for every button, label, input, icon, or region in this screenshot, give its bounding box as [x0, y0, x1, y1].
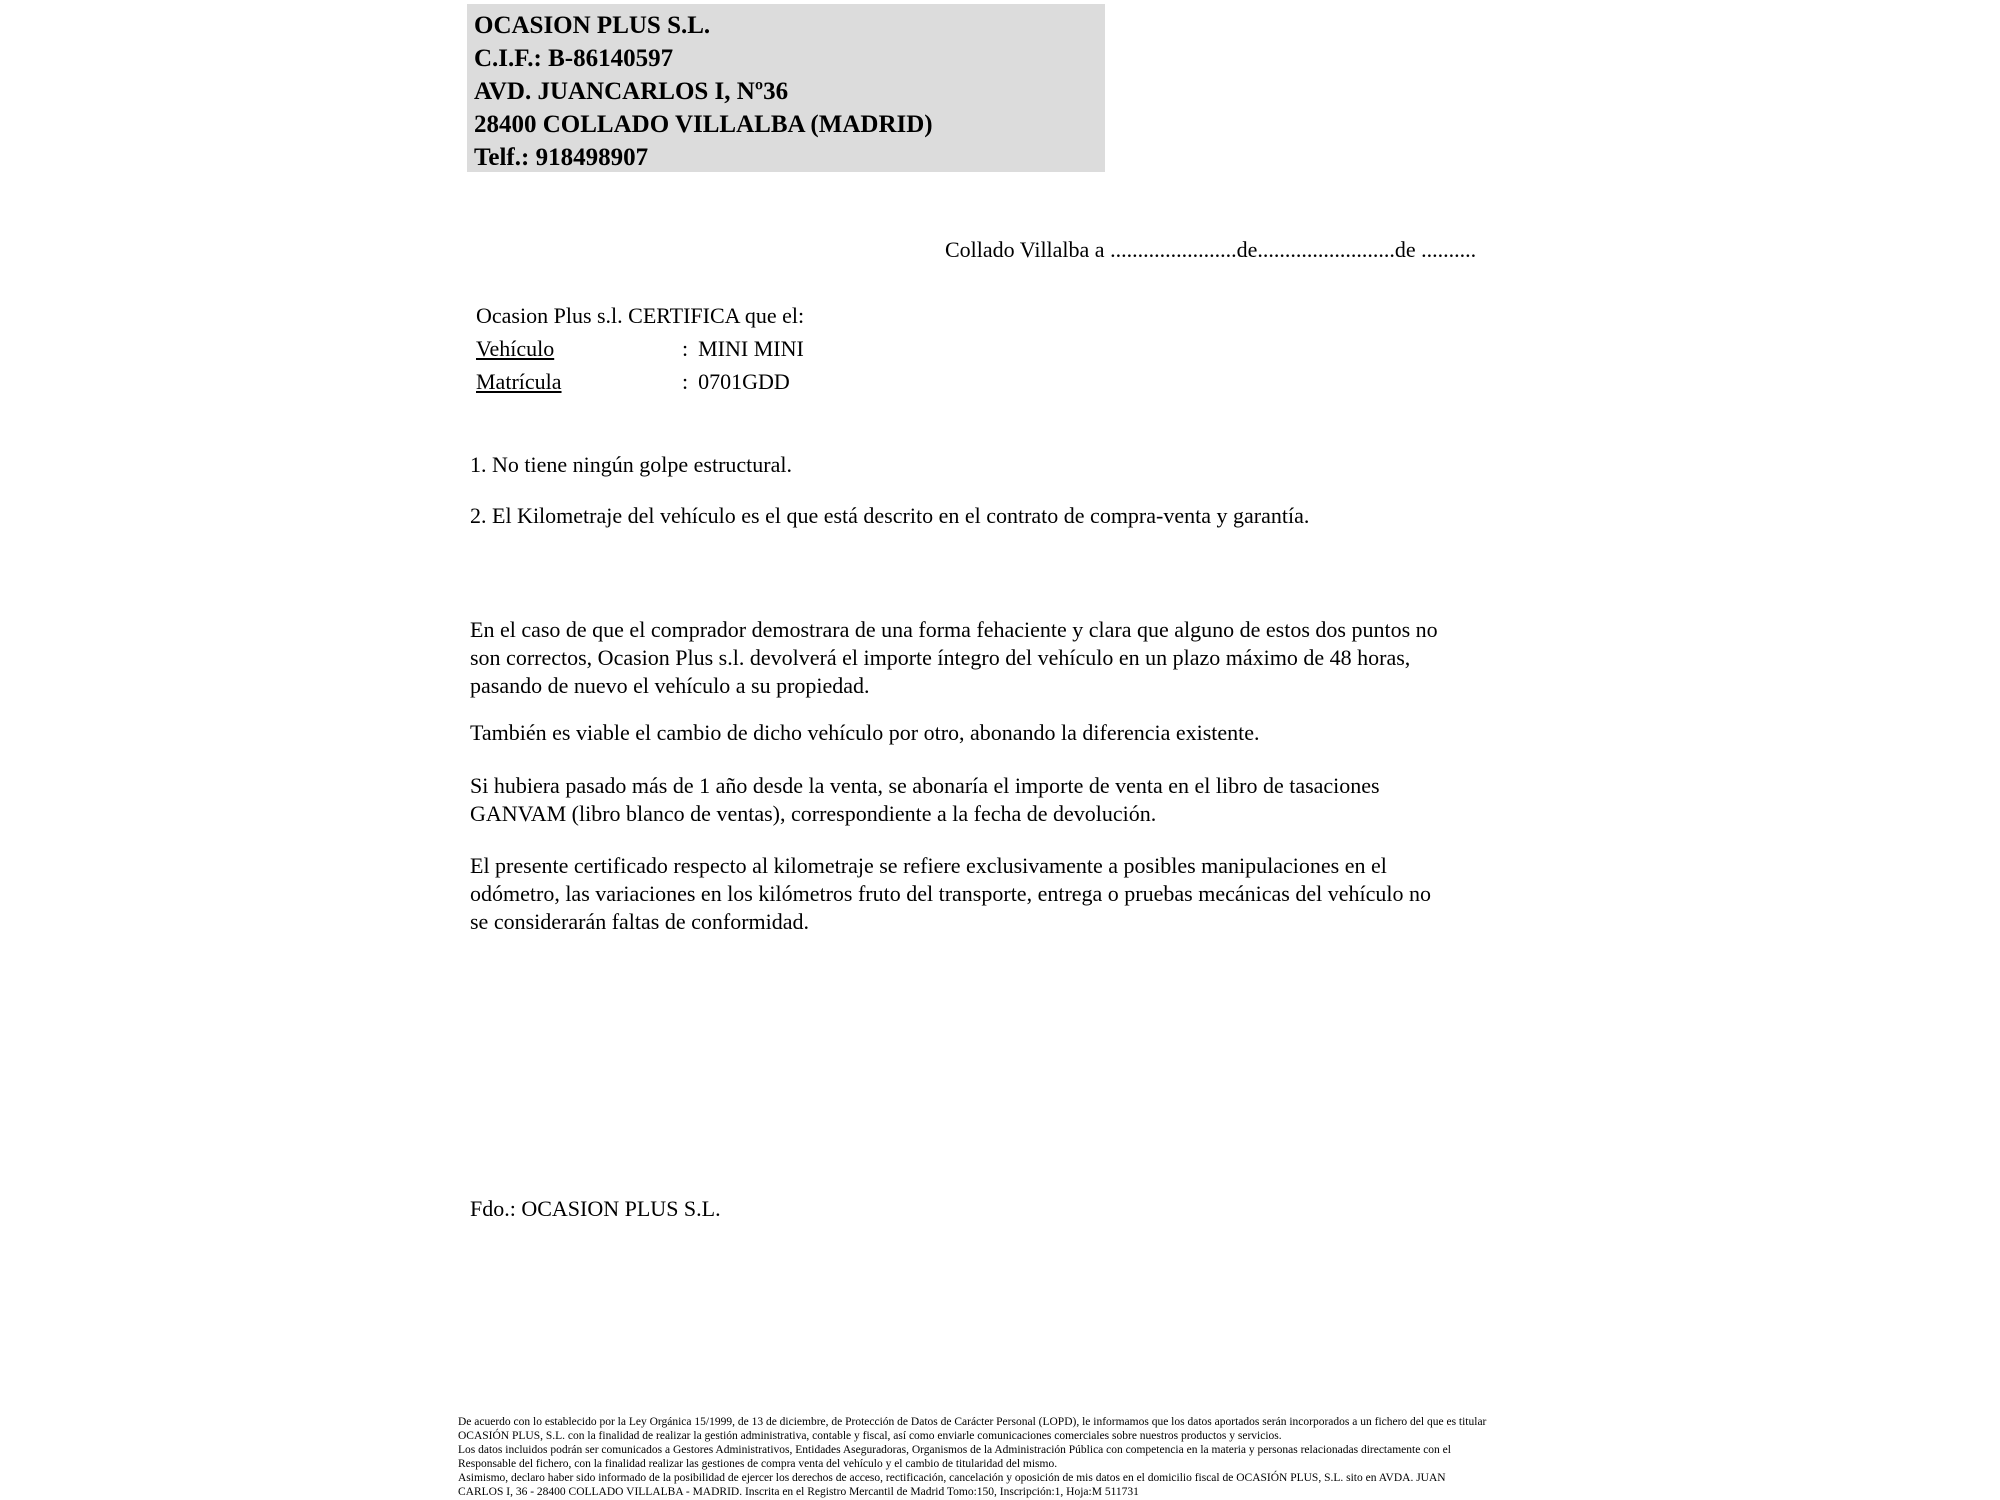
- legal-footer: [458, 1415, 1486, 1499]
- paragraph-line: son correctos, Ocasion Plus s.l. devolverá el importe íntegro del vehículo en un plazo máximo de 48 horas,: [470, 645, 1411, 670]
- ganvam-paragraph: [470, 772, 1380, 828]
- company-phone: Telf.: 918498907: [474, 144, 649, 171]
- paragraph-line: El presente certificado respecto al kilometraje se refiere exclusivamente a posibles manipulaciones en el: [470, 853, 1387, 878]
- company-name: OCASION PLUS S.L.: [474, 12, 711, 39]
- date-fill-in-line: Collado Villalba a .......................de.........................de ..........: [945, 237, 1477, 262]
- plate-field-row: [476, 365, 804, 398]
- legal-footer-line: CARLOS I, 36 - 28400 COLLADO VILLALBA - MADRID. Inscrita en el Registro Mercantil de Madrid Tomo:150, Inscripción:1, Hoja:M 511731: [458, 1486, 1139, 1498]
- refund-paragraph: [470, 616, 1438, 700]
- paragraph-line: se considerarán faltas de conformidad.: [470, 909, 810, 934]
- legal-footer-line: OCASIÓN PLUS, S.L. con la finalidad de realizar la gestión administrativa, contable y fiscal, así como enviarle comunicaciones comerciales sobre nuestros productos y servicios.: [458, 1430, 1282, 1442]
- vehicle-label: Vehículo: [476, 336, 555, 361]
- company-city: 28400 COLLADO VILLALBA (MADRID): [474, 111, 933, 138]
- plate-label-cell: [476, 365, 682, 398]
- paragraph-line: En el caso de que el comprador demostrara de una forma fehaciente y clara que alguno de estos dos puntos no: [470, 617, 1438, 642]
- paragraph-line: odómetro, las variaciones en los kilómetros fruto del transporte, entrega o pruebas mecánicas del vehículo no: [470, 881, 1431, 906]
- certify-intro: Ocasion Plus s.l. CERTIFICA que el:: [476, 303, 805, 328]
- company-cif: C.I.F.: B-86140597: [474, 45, 674, 72]
- plate-separator: :: [682, 369, 689, 394]
- vehicle-field-row: [476, 332, 804, 365]
- paragraph-line: Si hubiera pasado más de 1 año desde la venta, se abonaría el importe de venta en el libro de tasaciones: [470, 773, 1380, 798]
- exchange-paragraph: [470, 719, 1260, 747]
- legal-footer-line: Los datos incluidos podrán ser comunicados a Gestores Administrativos, Entidades Aseguradoras, Organismos de la Administración Pública con competencia en la materia y personas relacionadas directamente con el: [458, 1444, 1451, 1456]
- odometer-paragraph: [470, 852, 1431, 936]
- company-address: AVD. JUANCARLOS I, Nº36: [474, 78, 789, 105]
- company-header-box: [467, 4, 1105, 172]
- clause-mileage: 2. El Kilometraje del vehículo es el que está descrito en el contrato de compra-venta y garantía.: [470, 503, 1310, 528]
- paragraph-line: GANVAM (libro blanco de ventas), correspondiente a la fecha de devolución.: [470, 801, 1157, 826]
- certification-block: [476, 299, 804, 398]
- plate-value: 0701GDD: [698, 369, 790, 394]
- vehicle-value: MINI MINI: [698, 336, 804, 361]
- legal-footer-line: De acuerdo con lo establecido por la Ley Orgánica 15/1999, de 13 de diciembre, de Protección de Datos de Carácter Personal (LOPD), le informamos que los datos aportados serán incorporados a un fichero del que es titular: [458, 1416, 1487, 1428]
- clause-structural: 1. No tiene ningún golpe estructural.: [470, 452, 792, 477]
- legal-footer-line: Asimismo, declaro haber sido informado de la posibilidad de ejercer los derechos de acceso, rectificación, cancelación y oposición de mis datos en el domicilio fiscal de OCASIÓN PLUS, S.L. sito en AVDA. JUAN: [458, 1472, 1446, 1484]
- legal-footer-line: Responsable del fichero, con la finalidad realizar las gestiones de compra venta del vehículo y el cambio de titularidad del mismo.: [458, 1458, 1058, 1470]
- signature-line: Fdo.: OCASION PLUS S.L.: [470, 1196, 721, 1221]
- paragraph-line: También es viable el cambio de dicho vehículo por otro, abonando la diferencia existente.: [470, 720, 1260, 745]
- plate-label: Matrícula: [476, 369, 562, 394]
- vehicle-separator: :: [682, 336, 689, 361]
- vehicle-label-cell: [476, 332, 682, 365]
- paragraph-line: pasando de nuevo el vehículo a su propiedad.: [470, 673, 870, 698]
